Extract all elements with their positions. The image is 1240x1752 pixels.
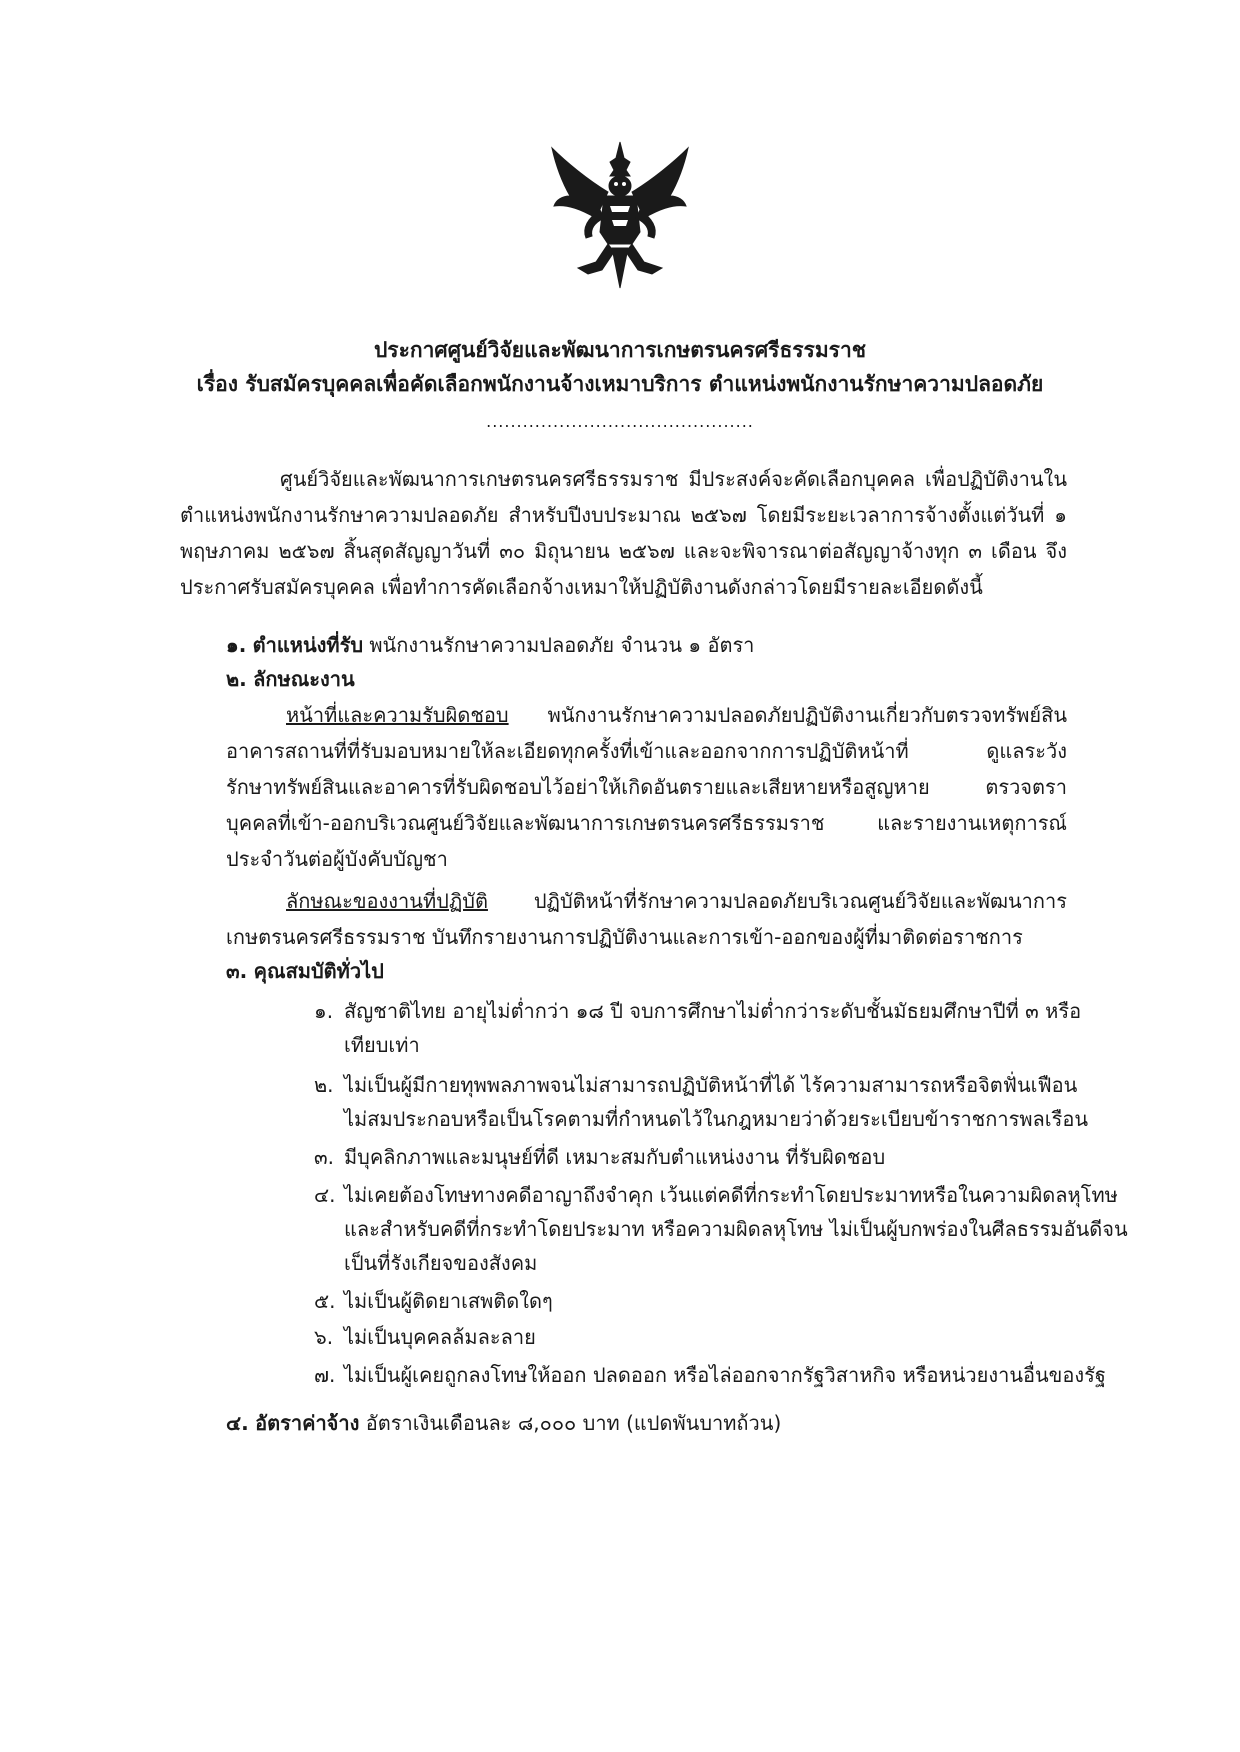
duty-line: บุคคลที่เข้า-ออกบริเวณศูนย์วิจัยและพัฒนาการเกษตรนครศรีธรรมราช และรายงานเหตุการณ์: [226, 811, 1067, 835]
section-3: [226, 956, 384, 986]
section-1: [226, 630, 754, 660]
announcement-subject: เรื่อง รับสมัครบุคคลเพื่อคัดเลือกพนักงานจ้างเหมาบริการ ตำแหน่งพนักงานรักษาความปลอดภัย: [196, 372, 1044, 396]
duty-line: ประจำวันต่อผู้บังคับบัญชา: [226, 847, 448, 871]
section-heading: ลักษณะงาน: [253, 667, 355, 691]
qualification-text: ไม่เป็นผู้เคยถูกลงโทษให้ออก ปลดออก หรือไล่ออกจากรัฐวิสาหกิจ หรือหน่วยงานอื่นของรัฐ: [344, 1363, 1106, 1387]
section-number: ๑.: [226, 633, 247, 657]
qualification-number: ๔.: [314, 1183, 336, 1207]
qualification-number: ๖.: [314, 1325, 334, 1349]
duty-line: [286, 700, 1067, 730]
section-number: ๒.: [226, 667, 247, 691]
qualification-text: ไม่เป็นผู้ติดยาเสพติดใดๆ: [344, 1289, 553, 1313]
intro-line: พฤษภาคม ๒๕๖๗ สิ้นสุดสัญญาวันที่ ๓๐ มิถุนายน ๒๕๖๗ และจะพิจารณาต่อสัญญาจ้างทุก ๓ เดือน จึง: [180, 539, 1067, 563]
nature-line: เกษตรนครศรีธรรมราช บันทึกรายงานการปฏิบัติงานและการเข้า-ออกของผู้ที่มาติดต่อราชการ: [226, 925, 1023, 949]
qualification-text: เทียบเท่า: [344, 1033, 420, 1057]
announcement-title: ประกาศศูนย์วิจัยและพัฒนาการเกษตรนครศรีธรรมราช: [373, 338, 867, 362]
intro-line: ประกาศรับสมัครบุคคล เพื่อทำการคัดเลือกจ้างเหมาให้ปฏิบัติงานดังกล่าวโดยมีรายละเอียดดังนี้: [180, 575, 983, 599]
nature-text: ปฏิบัติหน้าที่รักษาความปลอดภัยบริเวณศูนย์วิจัยและพัฒนาการ: [533, 889, 1067, 913]
section-4: [226, 1408, 781, 1438]
qualification-text: ไม่เป็นผู้มีกายทุพพลภาพจนไม่สามารถปฏิบัติหน้าที่ได้ ไร้ความสามารถหรือจิตฟั่นเฟือน: [344, 1073, 1078, 1097]
qualification-number: ๗.: [314, 1363, 336, 1387]
duty-line: รักษาทรัพย์สินและอาคารที่รับผิดชอบไว้อย่าให้เกิดอันตรายและเสียหายหรือสูญหาย ตรวจตรา: [226, 775, 1067, 799]
qualification-text: ไม่สมประกอบหรือเป็นโรคตามที่กำหนดไว้ในกฎหมายว่าด้วยระเบียบข้าราชการพลเรือน: [344, 1107, 1089, 1131]
qualification-number: ๕.: [314, 1289, 336, 1313]
section-text: อัตราเงินเดือนละ ๘,๐๐๐ บาท (แปดพันบาทถ้วน): [365, 1411, 782, 1435]
duty-text: พนักงานรักษาความปลอดภัยปฏิบัติงานเกี่ยวกับตรวจทรัพย์สิน: [547, 703, 1067, 727]
nature-heading: ลักษณะของงานที่ปฏิบัติ: [286, 889, 488, 913]
garuda-emblem-icon: [548, 140, 692, 290]
section-text: พนักงานรักษาความปลอดภัย จำนวน ๑ อัตรา: [369, 633, 755, 657]
qualification-text: ไม่เป็นบุคคลล้มละลาย: [344, 1325, 536, 1349]
section-2: [226, 664, 355, 694]
section-heading: อัตราค่าจ้าง: [255, 1411, 360, 1435]
section-number: ๔.: [226, 1411, 249, 1435]
qualification-text: สัญชาติไทย อายุไม่ต่ำกว่า ๑๘ ปี จบการศึกษาไม่ต่ำกว่าระดับชั้นมัธยมศึกษาปีที่ ๓ หรือ: [344, 999, 1082, 1023]
duty-heading: หน้าที่และความรับผิดชอบ: [286, 703, 509, 727]
qualification-text: เป็นที่รังเกียจของสังคม: [344, 1251, 538, 1275]
section-heading: คุณสมบัติทั่วไป: [253, 959, 384, 983]
section-number: ๓.: [226, 959, 248, 983]
qualification-number: ๓.: [314, 1145, 335, 1169]
nature-line: [286, 886, 1067, 916]
title-separator: ............................................: [486, 412, 754, 431]
duty-line: อาคารสถานที่ที่รับมอบหมายให้ละเอียดทุกครั้งที่เข้าและออกจากการปฏิบัติหน้าที่ ดูแลระวัง: [226, 739, 1067, 763]
intro-line: ศูนย์วิจัยและพัฒนาการเกษตรนครศรีธรรมราช มีประสงค์จะคัดเลือกบุคคล เพื่อปฏิบัติงานใน: [280, 467, 1067, 491]
qualification-text: มีบุคลิกภาพและมนุษย์ที่ดี เหมาะสมกับตำแหน่งงาน ที่รับผิดชอบ: [344, 1145, 886, 1169]
intro-line: ตำแหน่งพนักงานรักษาความปลอดภัย สำหรับปีงบประมาณ ๒๕๖๗ โดยมีระยะเวลาการจ้างตั้งแต่วันที่ ๑: [180, 503, 1067, 527]
section-heading: ตำแหน่งที่รับ: [252, 633, 364, 657]
qualification-text: ไม่เคยต้องโทษทางคดีอาญาถึงจำคุก เว้นแต่คดีที่กระทำโดยประมาทหรือในความผิดลหุโทษ: [344, 1183, 1118, 1207]
qualification-number: ๑.: [314, 999, 334, 1023]
qualification-number: ๒.: [314, 1073, 334, 1097]
qualification-text: และสำหรับคดีที่กระทำโดยประมาท หรือความผิดลหุโทษ ไม่เป็นผู้บกพร่องในศีลธรรมอันดีจน: [344, 1217, 1128, 1241]
